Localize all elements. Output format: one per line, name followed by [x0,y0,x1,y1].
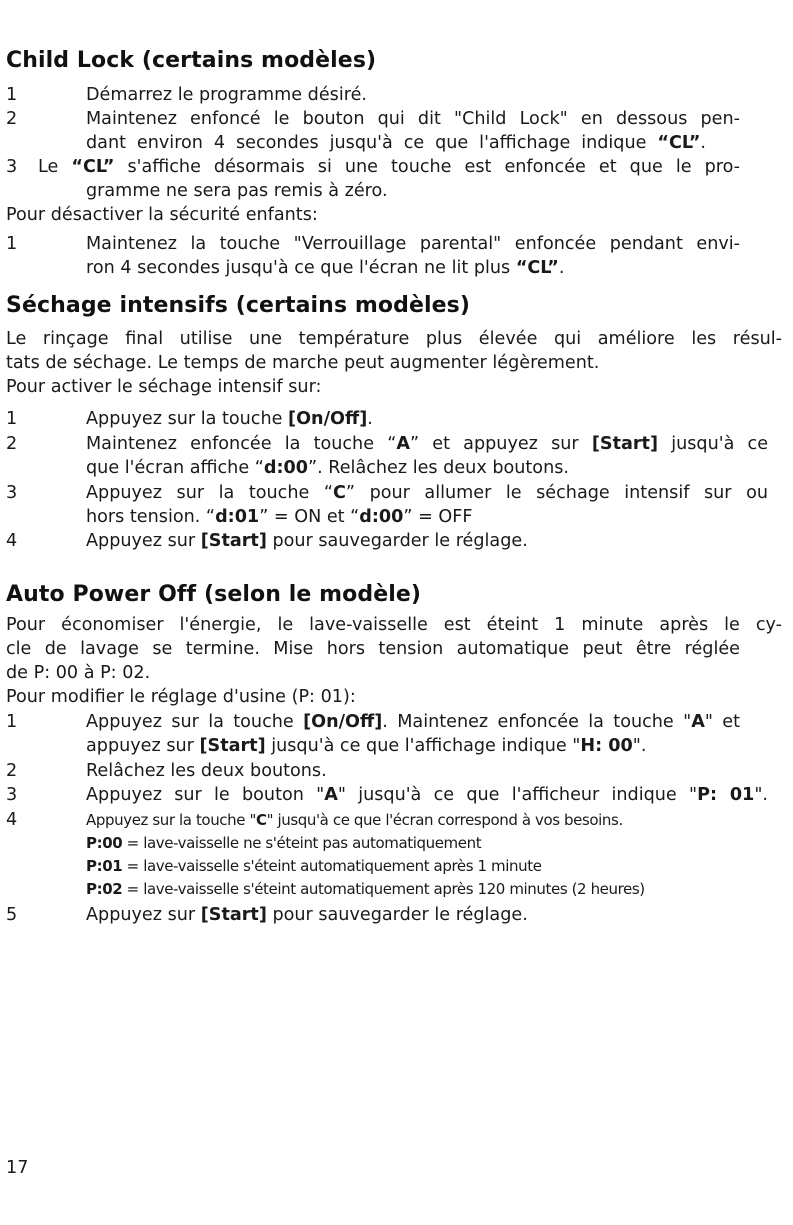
auto-power-intro-line-1: Pour économiser l'énergie, le lave-vaisselle est éteint 1 minute après le cy- [6,615,782,635]
deactivate-intro: Pour désactiver la sécurité enfants: [6,205,318,225]
child-lock-step-1: Démarrez le programme désiré. [86,85,367,105]
drying-intro-line-1: Le rinçage final utilise une température plus élevée qui améliore les résul- [6,329,782,349]
step-number: 4 [6,531,18,551]
step-number: 5 [6,905,18,925]
drying-step-3-line-1: Appuyez sur la touche “C” pour allumer le séchage intensif sur ou [86,483,768,503]
child-lock-heading: Child Lock (certains modèles) [6,48,377,73]
child-lock-step-3-line-1: Le “CL” s'affiche désormais si une touche est enfoncée et que le pro- [38,157,741,177]
child-lock-step-2-line-1: Maintenez enfoncé le bouton qui dit "Child Lock" en dessous pen- [86,109,740,129]
option-p02: P:02 = lave-vaisselle s'éteint automatiquement après 120 minutes (2 heures) [86,880,645,898]
deactivate-step-1-line-1: Maintenez la touche "Verrouillage parental" enfoncée pendant envi- [86,234,740,254]
option-p01: P:01 = lave-vaisselle s'éteint automatiquement après 1 minute [86,857,542,875]
step-number: 1 [6,409,18,429]
auto-power-step-1-line-1: Appuyez sur la touche [On/Off]. Maintenez enfoncée la touche "A" et [86,712,740,732]
option-code: P:01 [86,857,123,875]
step-number: 1 [6,85,18,105]
step-number: 2 [6,761,18,781]
drying-intro-line-2: tats de séchage. Le temps de marche peut augmenter légèrement. [6,353,600,373]
child-lock-step-3-line-2: gramme ne sera pas remis à zéro. [86,181,388,201]
deactivate-step-1-line-2: ron 4 secondes jusqu'à ce que l'écran ne lit plus “CL”. [86,258,565,278]
step-number: 2 [6,109,18,129]
step-number: 3 [6,785,18,805]
auto-power-heading: Auto Power Off (selon le modèle) [6,582,422,607]
drying-step-3-line-2: hors tension. “d:01” = ON et “d:00” = OFF [86,507,473,527]
drying-step-1: Appuyez sur la touche [On/Off]. [86,409,373,429]
auto-power-step-3: Appuyez sur le bouton "A" jusqu'à ce que l'afficheur indique "P: 01". [86,785,768,805]
drying-activate-intro: Pour activer le séchage intensif sur: [6,377,322,397]
auto-power-step-5: Appuyez sur [Start] pour sauvegarder le réglage. [86,905,528,925]
auto-power-step-4: Appuyez sur la touche "C" jusqu'à ce que l'écran correspond à vos besoins. [86,811,623,829]
auto-power-step-1-line-2: appuyez sur [Start] jusqu'à ce que l'affichage indique "H: 00". [86,736,647,756]
drying-heading: Séchage intensifs (certains modèles) [6,293,471,318]
auto-power-intro-line-2: cle de lavage se termine. Mise hors tension automatique peut être réglée [6,639,740,659]
option-p00: P:00 = lave-vaisselle ne s'éteint pas automatiquement [86,834,482,852]
step-number: 1 [6,234,18,254]
step-number: 4 [6,810,18,830]
auto-power-step-2: Relâchez les deux boutons. [86,761,327,781]
option-code: P:00 [86,834,123,852]
step-number: 1 [6,712,18,732]
step-number: 2 [6,434,18,454]
option-code: P:02 [86,880,123,898]
drying-step-4: Appuyez sur [Start] pour sauvegarder le réglage. [86,531,528,551]
auto-power-modify-intro: Pour modifier le réglage d'usine (P: 01): [6,687,356,707]
page-number: 17 [6,1158,29,1178]
child-lock-step-2-line-2: dant environ 4 secondes jusqu'à ce que l'affichage indique “CL”. [86,133,706,153]
step-number: 3 [6,483,18,503]
auto-power-intro-line-3: de P: 00 à P: 02. [6,663,151,683]
drying-step-2-line-2: que l'écran affiche “d:00”. Relâchez les deux boutons. [86,458,569,478]
step-number: 3 [6,157,18,177]
drying-step-2-line-1: Maintenez enfoncée la touche “A” et appuyez sur [Start] jusqu'à ce [86,434,769,454]
